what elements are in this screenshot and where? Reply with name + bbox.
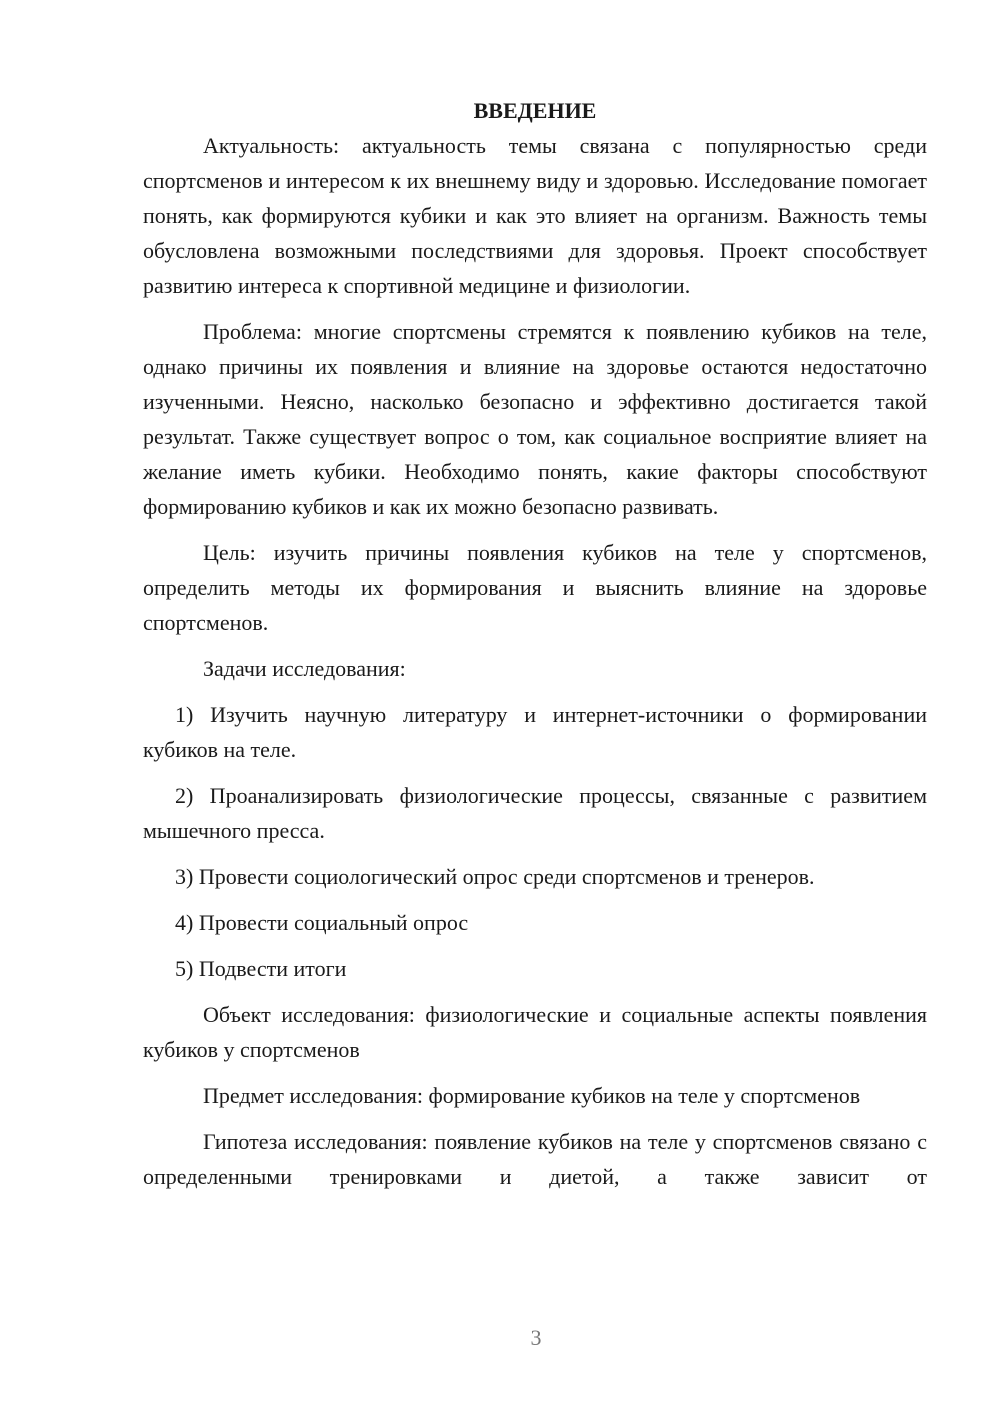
task-item: 1) Изучить научную литературу и интернет-источники о формировании кубиков на теле. xyxy=(143,702,927,762)
task-item: 2) Проанализировать физиологические процессы, связанные с развитием мышечного пресса. xyxy=(143,783,927,843)
problem-paragraph: Проблема: многие спортсмены стремятся к появлению кубиков на теле, однако причины их появления и влияние на здоровье остаются недостаточно изученными. Неясно, насколько безопасно и эффективно достигается такой результат. Также существует вопрос о том, как социальное восприятие влияет на желание иметь кубики. Необходимо понять, какие факторы способствуют формированию кубиков и как их можно безопасно развивать. xyxy=(143,319,927,519)
task-item: 3) Провести социологический опрос среди спортсменов и тренеров. xyxy=(175,864,815,889)
document-body xyxy=(143,93,927,1194)
subject-paragraph: Предмет исследования: формирование кубиков на теле у спортсменов xyxy=(203,1083,861,1108)
task-item: 4) Провести социальный опрос xyxy=(175,910,469,935)
hypothesis-paragraph: Гипотеза исследования: появление кубиков на теле у спортсменов связано с определенными тренировками и диетой, а также зависит от xyxy=(143,1129,927,1189)
page-title: ВВЕДЕНИЕ xyxy=(473,98,597,123)
relevance-paragraph: Актуальность: актуальность темы связана с популярностью среди спортсменов и интересом к их внешнему виду и здоровью. Исследование помогает понять, как формируются кубики и как это влияет на организм. Важность темы обусловлена возможными последствиями для здоровья. Проект способствует развитию интереса к спортивной медицине и физиологии. xyxy=(143,133,927,298)
object-paragraph: Объект исследования: физиологические и социальные аспекты появления кубиков у спортсменов xyxy=(143,1002,927,1062)
page-number: 3 xyxy=(530,1325,542,1350)
tasks-heading: Задачи исследования: xyxy=(203,656,406,681)
task-item: 5) Подвести итоги xyxy=(175,956,347,981)
goal-paragraph: Цель: изучить причины появления кубиков на теле у спортсменов, определить методы их формирования и выяснить влияние на здоровье спортсменов. xyxy=(143,540,927,635)
